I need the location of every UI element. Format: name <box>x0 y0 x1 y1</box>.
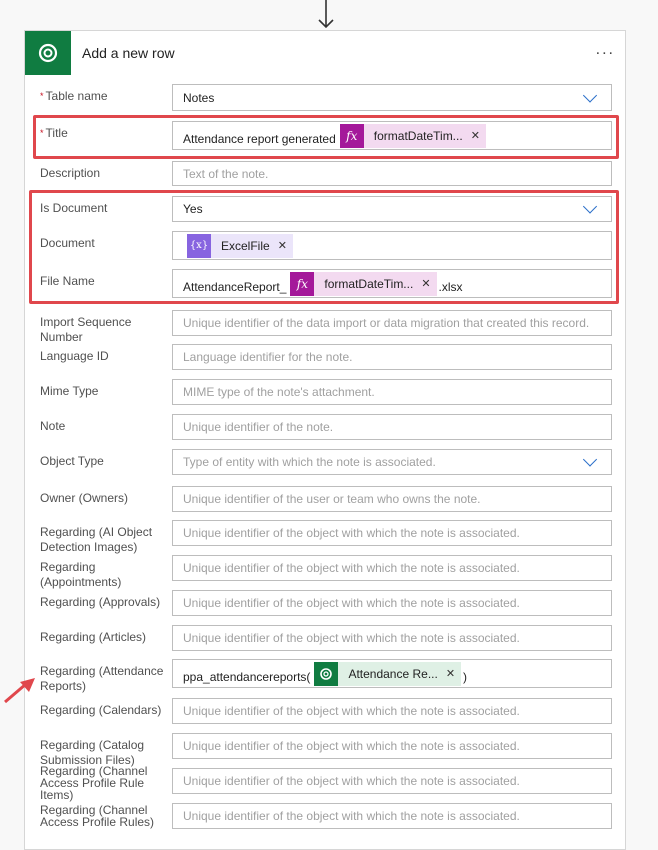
field-placeholder: MIME type of the note's attachment. <box>183 385 375 399</box>
field-placeholder: Unique identifier of the object with which the note is associated. <box>183 596 520 610</box>
field-label-title <box>40 126 170 141</box>
annotation-arrow-icon <box>2 676 36 706</box>
field-label-document <box>40 236 170 251</box>
field-label-regarding-calendars <box>40 703 170 718</box>
field-placeholder: Unique identifier of the object with which the note is associated. <box>183 561 520 575</box>
function-fx-icon: fx <box>340 124 364 148</box>
field-placeholder: Unique identifier of the object with which the note is associated. <box>183 774 520 788</box>
field-placeholder: Unique identifier of the note. <box>183 420 334 434</box>
import-sequence-number-input[interactable] <box>172 310 612 336</box>
field-label-regarding-ai-object-detection-images <box>40 525 170 555</box>
remove-token-icon[interactable]: ✕ <box>470 130 480 142</box>
field-label-text: Regarding (Articles) <box>40 630 147 644</box>
mime-type-input[interactable] <box>172 379 612 405</box>
owner-owners-input[interactable] <box>172 486 612 512</box>
table-name-input[interactable] <box>172 84 612 111</box>
expression-token[interactable] <box>340 124 486 148</box>
remove-token-icon[interactable]: ✕ <box>277 240 287 252</box>
remove-token-icon[interactable]: ✕ <box>445 668 456 680</box>
token-label: formatDateTim... <box>324 276 414 291</box>
required-marker: * <box>40 91 44 101</box>
field-value: Yes <box>183 202 203 216</box>
regarding-channel-access-profile-rule-items-input[interactable] <box>172 768 612 794</box>
field-text-prefix: Attendance report generated <box>183 131 336 146</box>
field-placeholder: Unique identifier of the object with which the note is associated. <box>183 739 520 753</box>
card-title: Add a new row <box>82 45 175 61</box>
token-label: formatDateTim... <box>373 128 463 143</box>
field-text-suffix: ) <box>463 669 468 684</box>
token-label: Attendance Re... <box>348 666 438 681</box>
field-label-language-id <box>40 349 170 364</box>
field-placeholder: Text of the note. <box>183 166 269 181</box>
expression-token[interactable] <box>290 272 436 296</box>
title-input[interactable] <box>172 121 612 150</box>
field-placeholder: Unique identifier of the object with which the note is associated. <box>183 526 520 540</box>
dataverse-icon <box>314 662 338 686</box>
regarding-articles-input[interactable] <box>172 625 612 651</box>
field-label-text: Import Sequence Number <box>40 315 132 344</box>
variable-token[interactable] <box>187 234 293 258</box>
chevron-down-icon[interactable] <box>583 199 597 213</box>
field-label-text: Regarding (Channel Access Profile Rules) <box>40 803 155 829</box>
field-placeholder: Unique identifier of the user or team who owns the note. <box>183 492 481 506</box>
function-fx-icon: fx <box>290 272 314 296</box>
object-type-input[interactable] <box>172 449 612 475</box>
field-text-prefix: ppa_attendancereports( <box>183 669 311 684</box>
field-label-regarding-appointments <box>40 560 170 590</box>
field-placeholder: Unique identifier of the object with which the note is associated. <box>183 631 520 645</box>
field-label-mime-type <box>40 384 170 399</box>
regarding-calendars-input[interactable] <box>172 698 612 724</box>
field-label-text: Is Document <box>40 201 108 215</box>
field-label-text: Description <box>40 166 101 180</box>
field-label-text: Object Type <box>40 454 104 468</box>
token-label: ExcelFile <box>221 238 270 253</box>
field-label-text: Regarding (Calendars) <box>40 703 162 717</box>
flow-arrow-icon <box>316 0 336 30</box>
field-label-object-type <box>40 454 170 469</box>
regarding-catalog-submission-files-input[interactable] <box>172 733 612 759</box>
field-label-regarding-channel-access-profile-rules <box>40 804 170 828</box>
document-input[interactable] <box>172 231 612 260</box>
remove-token-icon[interactable]: ✕ <box>421 278 431 290</box>
field-label-text: Owner (Owners) <box>40 491 129 505</box>
variable-icon: {x} <box>187 234 211 258</box>
field-label-text: Regarding (Catalog Submission Files) <box>40 738 145 767</box>
regarding-attendance-reports-input[interactable] <box>172 659 612 688</box>
field-label-file-name <box>40 274 170 289</box>
field-placeholder: Language identifier for the note. <box>183 350 353 364</box>
field-placeholder: Type of entity with which the note is associated. <box>183 455 436 469</box>
field-label-regarding-articles <box>40 630 170 645</box>
language-id-input[interactable] <box>172 344 612 370</box>
field-label-description <box>40 166 170 181</box>
field-value: Notes <box>183 90 215 105</box>
field-label-regarding-channel-access-profile-rule-items <box>40 765 170 801</box>
chevron-down-icon[interactable] <box>583 452 597 466</box>
required-marker: * <box>40 128 44 138</box>
field-label-regarding-attendance-reports <box>40 664 170 694</box>
dynamic-content-token[interactable] <box>314 662 461 686</box>
field-label-text: Title <box>45 126 68 140</box>
file-name-input[interactable] <box>172 269 612 298</box>
field-label-text: Document <box>40 236 95 250</box>
field-text-prefix: AttendanceReport_ <box>183 279 287 294</box>
more-options-button[interactable]: ... <box>595 41 615 58</box>
field-label-note <box>40 419 170 434</box>
regarding-approvals-input[interactable] <box>172 590 612 616</box>
field-label-table-name <box>40 89 170 104</box>
dataverse-logo-icon <box>25 31 71 75</box>
field-placeholder: Unique identifier of the data import or data migration that created this record. <box>183 316 590 330</box>
field-label-text: File Name <box>40 274 95 288</box>
field-label-owner-owners <box>40 491 170 506</box>
regarding-appointments-input[interactable] <box>172 555 612 581</box>
field-label-text: Regarding (Appointments) <box>40 560 122 589</box>
regarding-ai-object-detection-images-input[interactable] <box>172 520 612 546</box>
field-label-text: Note <box>40 419 66 433</box>
field-label-is-document <box>40 201 170 216</box>
field-label-text: Regarding (Attendance Reports) <box>40 664 164 693</box>
description-input[interactable] <box>172 161 612 186</box>
note-input[interactable] <box>172 414 612 440</box>
action-card <box>24 30 626 850</box>
field-text-suffix: .xlsx <box>438 279 463 294</box>
chevron-down-icon[interactable] <box>583 88 597 102</box>
field-placeholder: Unique identifier of the object with which the note is associated. <box>183 809 520 823</box>
regarding-channel-access-profile-rules-input[interactable] <box>172 803 612 829</box>
field-label-text: Mime Type <box>40 384 99 398</box>
field-label-text: Regarding (Channel Access Profile Rule Items) <box>40 764 148 802</box>
field-placeholder: Unique identifier of the object with which the note is associated. <box>183 704 520 718</box>
field-label-text: Regarding (Approvals) <box>40 595 161 609</box>
is-document-input[interactable] <box>172 196 612 222</box>
card-header[interactable] <box>25 31 625 75</box>
field-label-text: Table name <box>45 89 108 103</box>
field-label-regarding-approvals <box>40 595 170 610</box>
field-label-text: Regarding (AI Object Detection Images) <box>40 525 153 554</box>
field-label-text: Language ID <box>40 349 109 363</box>
field-label-import-sequence-number <box>40 315 170 345</box>
